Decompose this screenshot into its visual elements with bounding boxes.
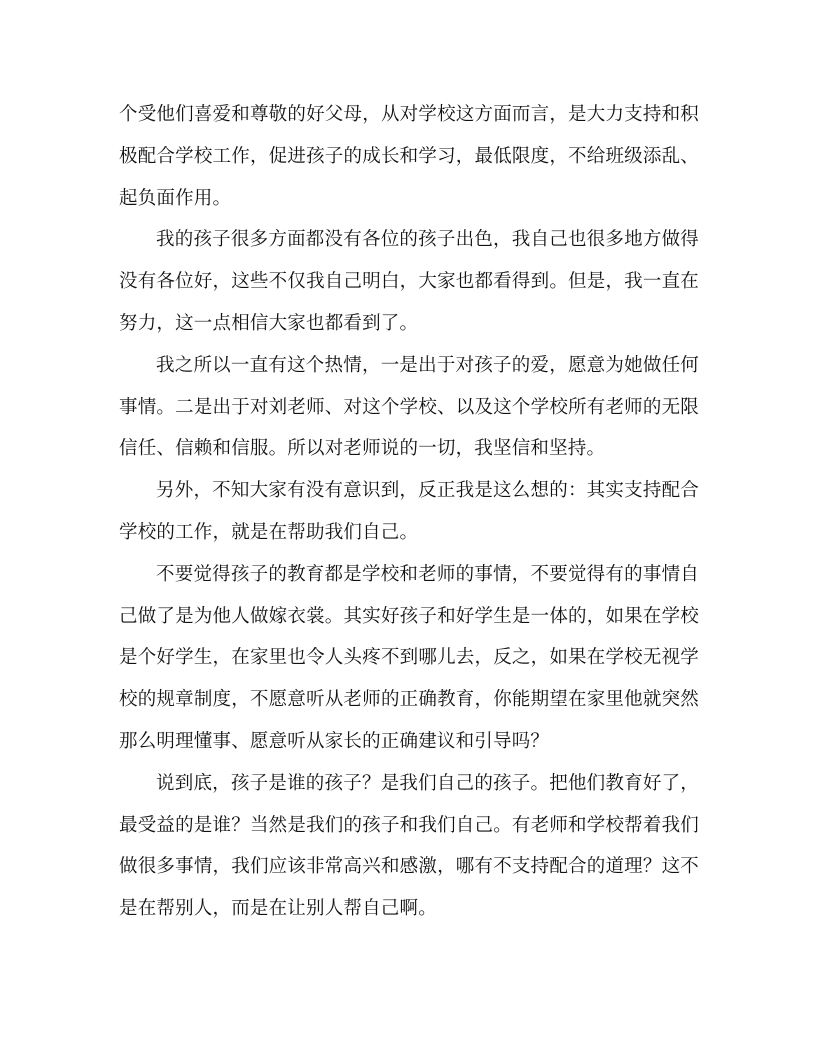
paragraph-3: 我之所以一直有这个热情，一是出于对孩子的爱，愿意为她做任何事情。二是出于对刘老师、对这个学校、以及这个学校所有老师的无限信任、信赖和信服。所以对老师说的一切，我坚信和坚持。 bbox=[119, 354, 699, 460]
paragraph-2: 我的孩子很多方面都没有各位的孩子出色，我自己也很多地方做得没有各位好，这些不仅我自己明白，大家也都看得到。但是，我一直在努力，这一点相信大家也都看到了。 bbox=[119, 229, 699, 334]
body-text bbox=[119, 94, 699, 930]
paragraph-5: 不要觉得孩子的教育都是学校和老师的事情，不要觉得有的事情自己做了是为他人做嫁衣裳。其实好孩子和好学生是一体的，如果在学校是个好学生，在家里也令人头疼不到哪儿去，反之，如果在学校无视学校的规章制度，不愿意听从老师的正确教育，你能期望在家里他就突然那么明理懂事、愿意听从家长的正确建议和引导吗？ bbox=[119, 563, 699, 752]
paragraph-1: 个受他们喜爱和尊敬的好父母，从对学校这方面而言，是大力支持和积极配合学校工作，促进孩子的成长和学习，最低限度，不给班级添乱、起负面作用。 bbox=[119, 104, 699, 209]
paragraph-4: 另外，不知大家有没有意识到，反正我是这么想的：其实支持配合学校的工作，就是在帮助我们自己。 bbox=[119, 480, 699, 543]
paragraph-6: 说到底，孩子是谁的孩子？是我们自己的孩子。把他们教育好了，最受益的是谁？当然是我们的孩子和我们自己。有老师和学校帮着我们做很多事情，我们应该非常高兴和感激，哪有不支持配合的道理？这不是在帮别人，而是在让别人帮自己啊。 bbox=[119, 772, 699, 920]
